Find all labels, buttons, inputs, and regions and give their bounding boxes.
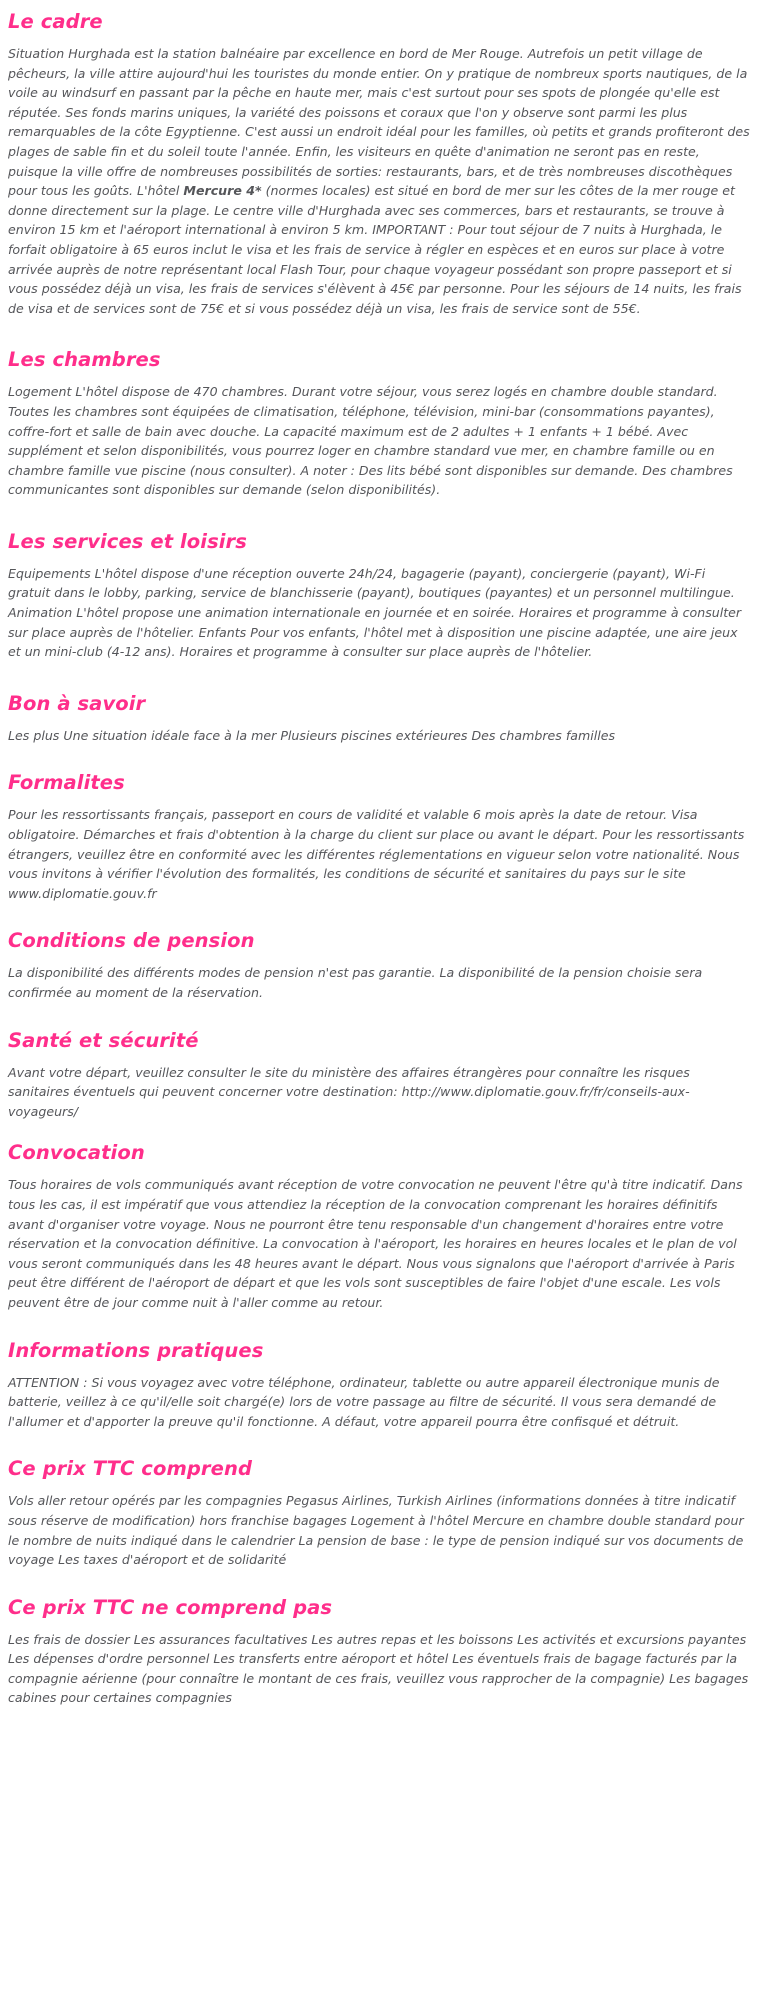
section-bon-a-savoir: [8, 692, 750, 746]
section-body: ATTENTION : Si vous voyagez avec votre téléphone, ordinateur, tablette ou autre appareil électronique munis de batterie, veillez à ce qu'il/elle soit chargé(e) lors de votre passage au filtre de sécurité. Il vous sera demandé de l'allumer et d'apporter la preuve qu'il fonctionne. A défaut, votre appareil pourra être confisqué et détruit.: [8, 1374, 720, 1429]
section-title: Les services et loisirs: [8, 529, 247, 553]
spacer: [8, 322, 750, 348]
section-body: Les plus Une situation idéale face à la mer Plusieurs piscines extérieures Des chambres familles: [8, 727, 616, 743]
section-body: Tous horaires de vols communiqués avant réception de votre convocation ne peuvent l'être qu'à titre indicatif. Dans tous les cas, il est impératif que vous attendiez la réception de la convocation comprenant les horaires définitifs avant d'organiser votre voyage. Nous ne pourront être tenu responsable d'un changement d'horaires entre votre réservation et la convocation définitive. La convocation à l'aéroport, les horaires en heures locales et le plan de vol vous seront communiqués dans les 48 heures avant le départ. Nous vous signalons que l'aéroport d'arrivée à Paris peut être différent de l'aéroport de départ et que les vols sont susceptibles de faire l'objet d'une escale. Les vols peuvent être de jour comme nuit à l'aller comme au retour.: [8, 1177, 743, 1310]
section-body: Pour les ressortissants français, passeport en cours de validité et valable 6 mois après la date de retour. Visa obligatoire. Démarches et frais d'obtention à la charge du client sur place ou avant le départ. Pour les ressortissants étrangers, veuillez être en conformité avec les différentes réglementations en vigueur selon votre nationalité. Nous vous invitons à vérifier l'évolution des formalités, les conditions de sécurité et sanitaires du pays sur le site www.diplomatie.gouv.fr: [8, 807, 745, 901]
section-ce-prix-ttc-comprend: [8, 1457, 750, 1569]
section-formalites: [8, 771, 750, 903]
section-body: Vols aller retour opérés par les compagnies Pegasus Airlines, Turkish Airlines (informations données à titre indicatif sous réserve de modification) hors franchise bagages Logement à l'hôtel Mercure en chambre double standard pour le nombre de nuits indiqué dans le calendrier La pension de base : le type de pension indiqué sur vos documents de voyage Les taxes d'aéroport et de solidarité: [8, 1493, 744, 1568]
section-ce-prix-ttc-ne-comprend-pas: [8, 1596, 750, 1708]
section-body: Logement L'hôtel dispose de 470 chambres. Durant votre séjour, vous serez logés en chambre double standard. Toutes les chambres sont équipées de climatisation, téléphone, télévision, mini-bar (consommations payantes), coffre-fort et salle de bain avec douche. La capacité maximum est de 2 adultes + 1 enfants + 1 bébé. Avec supplément et selon disponibilités, vous pourrez loger en chambre standard vue mer, en chambre famille ou en chambre famille vue piscine (nous consulter). A noter : Des lits bébé sont disponibles sur demande. Des chambres communicantes sont disponibles sur demande (selon disponibilités).: [8, 384, 733, 498]
section-body: Equipements L'hôtel dispose d'une réception ouverte 24h/24, bagagerie (payant), conciergerie (payant), Wi-Fi gratuit dans le lobby, parking, service de blanchisserie (payant), boutiques (payantes) et un personnel multilingue. Animation L'hôtel propose une animation internationale en journée et en soirée. Horaires et programme à consulter sur place auprès de l'hôtelier. Enfants Pour vos enfants, l'hôtel met à disposition une piscine adaptée, une aire jeux et un mini-club (4-12 ans). Horaires et programme à consulter sur place auprès de l'hôtelier.: [8, 565, 742, 660]
section-title: Ce prix TTC comprend: [8, 1457, 253, 1481]
section-le-cadre: [8, 10, 750, 318]
section-les-chambres: [8, 348, 750, 500]
section-title: Formalites: [8, 771, 125, 795]
section-title: Convocation: [8, 1141, 145, 1165]
section-title: Conditions de pension: [8, 929, 255, 953]
section-title: Les chambres: [8, 348, 161, 372]
section-title: Bon à savoir: [8, 691, 146, 715]
spacer: [8, 907, 750, 929]
section-title: Ce prix TTC ne comprend pas: [8, 1595, 333, 1619]
section-sante-et-securite: [8, 1029, 750, 1122]
section-body: La disponibilité des différents modes de pension n'est pas garantie. La disponibilité de la pension choisie sera confirmée au moment de la réservation.: [8, 965, 703, 1000]
spacer: [8, 1317, 750, 1339]
spacer: [8, 749, 750, 771]
section-informations-pratiques: [8, 1339, 750, 1432]
section-title: Le cadre: [8, 10, 103, 33]
section-body-part-2: (normes locales) est situé en bord de mer sur les côtes de la mer rouge et donne directement sur la plage. Le centre ville d'Hurghada avec ses commerces, bars et restaurants, se trouve à environ 15 km et l'aéroport international à environ 5 km. IMPORTANT : Pour tout séjour de 7 nuits à Hurghada, le forfait obligatoire à 65 euros inclut le visa et les frais de service à régler en espèces et en euros sur place à votre arrivée auprès de notre représentant local Flash Tour, pour chaque voyageur possédant son propre passeport et si vous possédez déjà un visa, les frais de services s'élèvent à 45€ par personne. Pour les séjours de 14 nuits, les frais de visa et de services sont de 75€ et si vous possédez déjà un visa, les frais de service sont de 55€.: [8, 183, 742, 316]
spacer: [8, 504, 750, 530]
spacer: [8, 666, 750, 692]
spacer: [8, 1574, 750, 1596]
hotel-name: Mercure 4*: [183, 183, 262, 199]
section-body: [8, 44, 750, 318]
spacer: [8, 1435, 750, 1457]
section-conditions-de-pension: [8, 929, 750, 1002]
section-title: Informations pratiques: [8, 1338, 264, 1362]
section-les-services-et-loisirs: [8, 530, 750, 662]
section-convocation: [8, 1141, 750, 1312]
section-body: Les frais de dossier Les assurances facultatives Les autres repas et les boissons Les activités et excursions payantes Les dépenses d'ordre personnel Les transferts entre aéroport et hôtel Les éventuels frais de bagage facturés par la compagnie aérienne (pour connaître le montant de ces frais, veuillez vous rapprocher de la compagnie) Les bagages cabines pour certaines compagnies: [8, 1631, 749, 1706]
spacer: [8, 1125, 750, 1141]
section-title: Santé et sécurité: [8, 1028, 199, 1052]
spacer: [8, 1007, 750, 1029]
section-body: Avant votre départ, veuillez consulter le site du ministère des affaires étrangères pour connaître les risques sanitaires éventuels qui peuvent concerner votre destination: http://www.diplomatie.gouv.fr/fr/conseils-aux-voyageurs/: [8, 1064, 690, 1119]
section-body-part-1: Situation Hurghada est la station balnéaire par excellence en bord de Mer Rouge. Autrefois un petit village de pêcheurs, la ville attire aujourd'hui les touristes du monde entier. On y pratique de nombreux sports nautiques, de la voile au windsurf en passant par la pêche en haute mer, mais c'est surtout pour ses spots de plongée qu'elle est réputée. Ses fonds marins uniques, la variété des poissons et coraux que l'on y observe sont parmi les plus remarquables de la côte Egyptienne. C'est aussi un endroit idéal pour les familles, où petits et grands profiteront des plages de sable fin et du soleil toute l'année. Enfin, les visiteurs en quête d'animation ne seront pas en reste, puisque la ville offre de nombreuses possibilités de sorties: restaurants, bars, et de très nombreuses discothèques pour tous les goûts. L'hôtel: [8, 46, 750, 199]
